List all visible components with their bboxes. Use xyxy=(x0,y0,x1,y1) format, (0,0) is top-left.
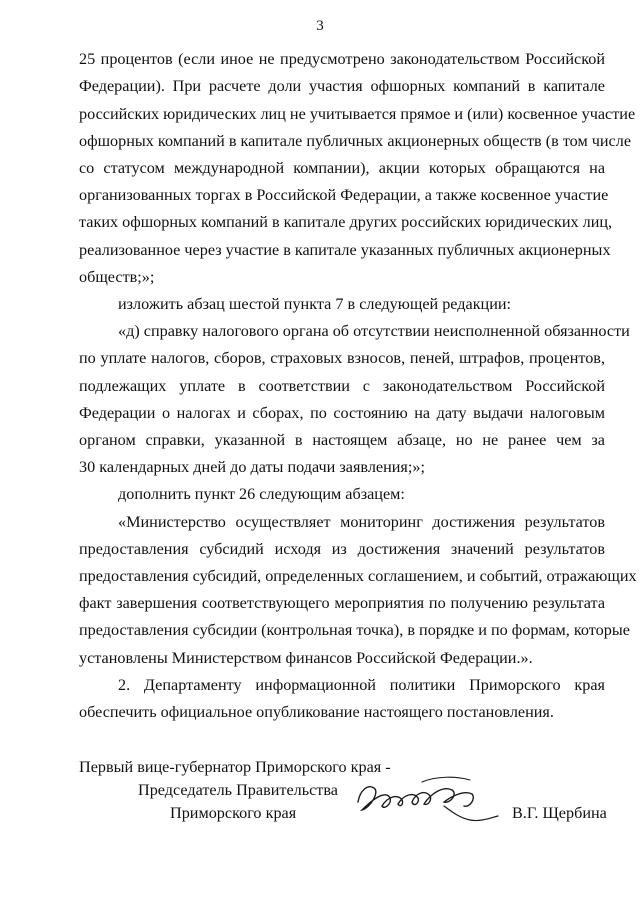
handwritten-signature xyxy=(352,768,502,828)
body-line: «Министерство осуществляет мониторинг достижения результатов xyxy=(118,513,605,531)
body-line: по уплате налогов, сборов, страховых взносов, пеней, штрафов, процентов, xyxy=(79,349,605,367)
body-line: изложить абзац шестой пункта 7 в следующей редакции: xyxy=(118,295,512,313)
body-line: Федерации о налогах и сборах, по состоянию на дату выдачи налоговым xyxy=(79,404,605,422)
body-line: российских юридических лиц не учитывается прямое и (или) косвенное участие xyxy=(79,105,636,123)
body-line: реализованное через участие в капитале указанных публичных акционерных xyxy=(79,241,611,259)
body-line: обществ;»; xyxy=(79,268,155,286)
body-line: 30 календарных дней до даты подачи заявления;»; xyxy=(79,458,425,476)
body-line: 25 процентов (если иное не предусмотрено законодательством Российской xyxy=(79,50,605,68)
signatory-position: Приморского края xyxy=(170,804,297,822)
body-line: со статусом международной компании), акции которых обращаются на xyxy=(79,159,605,177)
body-line: подлежащих уплате в соответствии с законодательством Российской xyxy=(79,377,605,395)
body-line: обеспечить официальное опубликование настоящего постановления. xyxy=(79,703,554,721)
body-line: 2. Департаменту информационной политики Приморского края xyxy=(118,676,605,694)
body-line: Федерации). При расчете доли участия офшорных компаний в капитале xyxy=(79,77,605,95)
body-line: «д) справку налогового органа об отсутствии неисполненной обязанности xyxy=(118,322,630,340)
signatory-position: Первый вице-губернатор Приморского края - xyxy=(79,758,391,776)
body-line: таких офшорных компаний в капитале других российских юридических лиц, xyxy=(79,213,613,231)
page-number: 3 xyxy=(316,18,324,34)
signatory-name: В.Г. Щербина xyxy=(512,804,607,822)
body-line: предоставления субсидии (контрольная точка), в порядке и по формам, которые xyxy=(79,621,630,639)
body-line: предоставления субсидий, определенных соглашением, и событий, отражающих xyxy=(79,567,637,585)
body-line: организованных торгах в Российской Федерации, а также косвенное участие xyxy=(79,186,609,204)
signatory-position: Председатель Правительства xyxy=(138,781,338,799)
body-line: органом справки, указанной в настоящем абзаце, но не ранее чем за xyxy=(79,431,605,449)
body-line: установлены Министерством финансов Российской Федерации.». xyxy=(79,649,533,667)
body-line: предоставления субсидий исходя из достижения значений результатов xyxy=(79,540,605,558)
body-line: офшорных компаний в капитале публичных акционерных обществ (в том числе xyxy=(79,132,632,150)
body-line: дополнить пункт 26 следующим абзацем: xyxy=(118,485,405,503)
body-line: факт завершения соответствующего мероприятия по получению результата xyxy=(79,594,605,612)
